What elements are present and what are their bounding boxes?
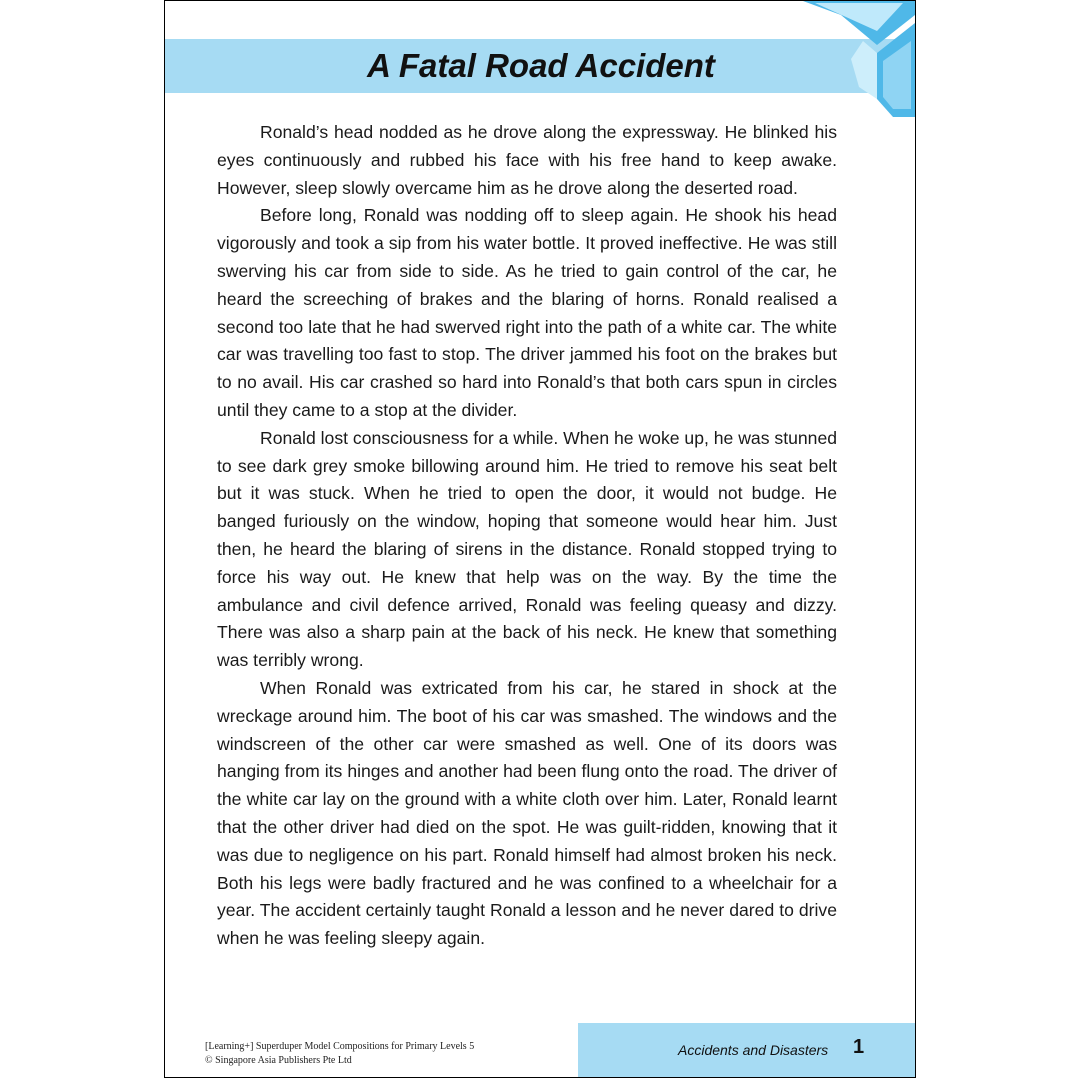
page-number: 1 [853,1036,865,1058]
page-title: A Fatal Road Accident [367,47,715,84]
cube-corner-decoration [803,1,915,117]
book-title: [Learning+] Superduper Model Compositions for Primary Levels 5 [205,1041,475,1052]
paragraph: Ronald’s head nodded as he drove along the expressway. He blinked his eyes continuously and rubbed his face with his free hand to keep awake. However, sleep slowly overcame him as he drove along the deserted road. [217,122,837,198]
section-label: Accidents and Disasters [678,1042,829,1058]
paragraph: Ronald lost consciousness for a while. When he woke up, he was stunned to see dark grey smoke billowing around him. He tried to remove his seat belt but it was stuck. When he tried to open the door, it would not budge. He banged furiously on the window, hoping that someone would hear him. Just then, he heard the blaring of sirens in the distance. Ronald stopped trying to force his way out. He knew that help was on the way. By the time the ambulance and civil defence arrived, Ronald was feeling queasy and dizzy. There was also a sharp pain at the back of his neck. He knew that something was terribly wrong. [217,427,838,671]
copyright-notice: © Singapore Asia Publishers Pte Ltd [205,1055,352,1066]
document-page [164,0,916,1078]
footer-banner [578,1023,916,1078]
paragraph: Before long, Ronald was nodding off to sleep again. He shook his head vigorously and took a sip from his water bottle. It proved ineffective. He was still swerving his car from side to side. As he tried to gain control of the car, he heard the screeching of brakes and the blaring of horns. Ronald realised a second too late that he had swerved right into the path of a white car. The white car was travelling too fast to stop. The driver jammed his foot on the brakes but to no avail. His car crashed so hard into Ronald’s that both cars spun in circles until they came to a stop at the divider. [217,205,837,420]
paragraph: When Ronald was extricated from his car, he stared in shock at the wreckage around him. The boot of his car was smashed. The windows and the windscreen of the other car were smashed as well. One of its doors was hanging from its hinges and another had been flung onto the road. The driver of the white car lay on the ground with a white cloth over him. Later, Ronald learnt that the other driver had died on the spot. He was guilt-ridden, knowing that it was due to negligence on his part. Ronald himself had almost broken his neck. Both his legs were badly fractured and he was confined to a wheelchair for a year. The accident certainly taught Ronald a lesson and he never dared to drive when he was feeling sleepy again. [217,677,837,949]
story-body [217,119,837,953]
footer-credits [205,1040,565,1068]
